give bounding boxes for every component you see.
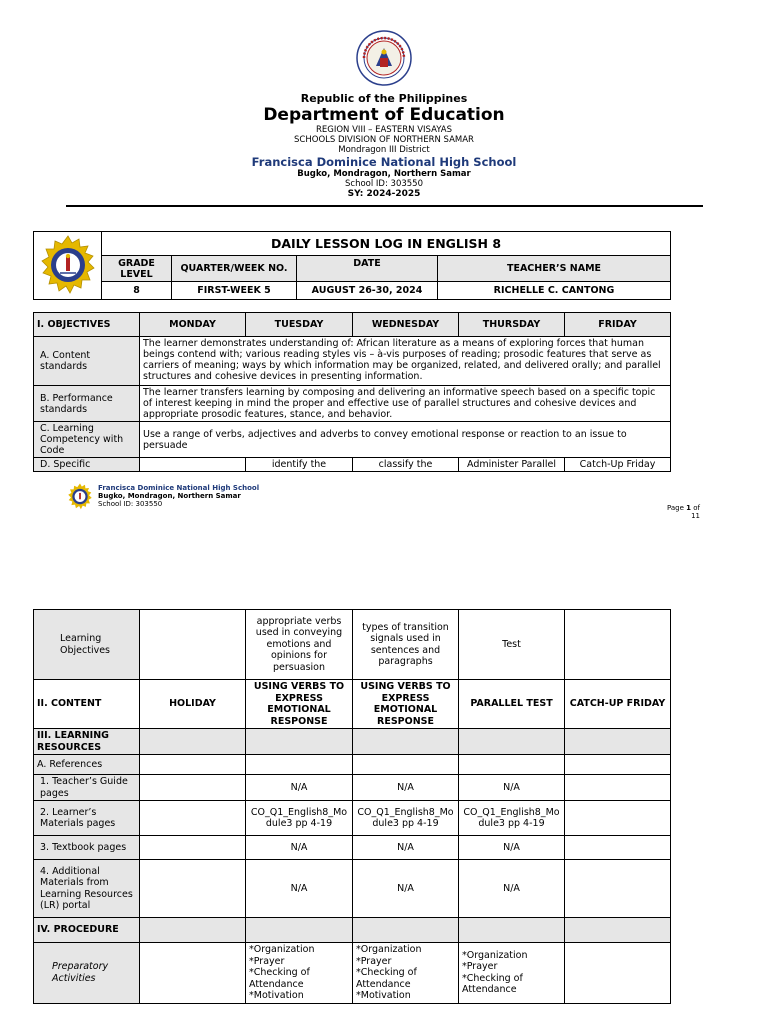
- content-standards-text: The learner demonstrates understanding of: African literature as a means of exploring forces that human beings contend with; various reading styles vis – à-vis purposes of reading; prosodic features that serve as carriers of meaning; ways by which information may be organized, related, and delivered orally; and parallel structures and cohesive devices in presenting information.: [140, 337, 671, 386]
- references-cell: [246, 755, 353, 775]
- content-thursday: PARALLEL TEST: [459, 680, 565, 729]
- content-friday: CATCH-UP FRIDAY: [565, 680, 671, 729]
- procedure-cell: [353, 918, 459, 943]
- specific-thursday: Administer Parallel: [459, 458, 565, 472]
- am-tuesday: N/A: [246, 860, 353, 918]
- tg-monday: [140, 775, 246, 801]
- prep-tuesday: *Organization *Prayer *Checking of Attendance *Motivation: [246, 943, 353, 1004]
- am-thursday: N/A: [459, 860, 565, 918]
- tb-thursday: N/A: [459, 836, 565, 860]
- region-text: REGION VIII – EASTERN VISAYAS: [316, 125, 452, 135]
- preparatory-activities-label: Preparatory Activities: [34, 943, 140, 1004]
- content-standards-label: A. Content standards: [34, 337, 140, 386]
- tg-thursday: N/A: [459, 775, 565, 801]
- content-wednesday: USING VERBS TO EXPRESS EMOTIONAL RESPONSE: [353, 680, 459, 729]
- references-cell: [565, 755, 671, 775]
- textbook-pages-label: 3. Textbook pages: [34, 836, 140, 860]
- teacher-name-label: TEACHER’S NAME: [438, 256, 671, 282]
- am-monday: [140, 860, 246, 918]
- lm-wednesday: CO_Q1_English8_Module3 pp 4-19: [353, 801, 459, 836]
- references-cell: [353, 755, 459, 775]
- deped-seal-icon: [356, 30, 412, 86]
- procedure-cell: [565, 918, 671, 943]
- school-address: Bugko, Mondragon, Northern Samar: [297, 169, 471, 179]
- content-monday: HOLIDAY: [140, 680, 246, 729]
- learning-obj-wednesday: types of transition signals used in sentences and paragraphs: [353, 610, 459, 680]
- school-logo-icon: [37, 235, 99, 297]
- date-value: AUGUST 26-30, 2024: [297, 282, 438, 300]
- school-year: SY: 2024-2025: [347, 189, 421, 199]
- day-tuesday: TUESDAY: [246, 313, 353, 337]
- prep-monday: [140, 943, 246, 1004]
- department-title: Department of Education: [263, 105, 505, 125]
- procedure-cell: [140, 918, 246, 943]
- am-wednesday: N/A: [353, 860, 459, 918]
- district-text: Mondragon III District: [338, 145, 430, 155]
- learning-obj-friday: [565, 610, 671, 680]
- learning-obj-monday: [140, 610, 246, 680]
- teachers-guide-label: 1. Teacher’s Guide pages: [34, 775, 140, 801]
- learners-materials-label: 2. Learner’s Materials pages: [34, 801, 140, 836]
- lesson-log-title: DAILY LESSON LOG IN ENGLISH 8: [102, 232, 671, 256]
- footer-school-name: Francisca Dominice National High School: [98, 484, 260, 492]
- quarter-week-value: FIRST-WEEK 5: [172, 282, 297, 300]
- procedure-label: IV. PROCEDURE: [34, 918, 140, 943]
- school-logo-cell: [34, 232, 102, 300]
- quarter-week-label: QUARTER/WEEK NO.: [172, 256, 297, 282]
- references-cell: [140, 755, 246, 775]
- specific-tuesday: identify the: [246, 458, 353, 472]
- prep-thursday: *Organization *Prayer *Checking of Attendance: [459, 943, 565, 1004]
- resources-cell: [565, 729, 671, 755]
- day-friday: FRIDAY: [565, 313, 671, 337]
- tb-tuesday: N/A: [246, 836, 353, 860]
- references-label: A. References: [34, 755, 140, 775]
- objectives-heading: I. OBJECTIVES: [34, 313, 140, 337]
- school-id: School ID: 303550: [345, 179, 423, 189]
- day-thursday: THURSDAY: [459, 313, 565, 337]
- prep-wednesday: *Organization *Prayer *Checking of Attendance *Motivation: [353, 943, 459, 1004]
- lm-friday: [565, 801, 671, 836]
- tg-friday: [565, 775, 671, 801]
- page-suffix: of: [691, 504, 700, 512]
- learning-competency-label: C. Learning Competency with Code: [34, 422, 140, 458]
- date-label: DATE: [297, 256, 438, 282]
- additional-materials-label: 4. Additional Materials from Learning Resources (LR) portal: [34, 860, 140, 918]
- lesson-log-info-table: [33, 231, 671, 300]
- tb-friday: [565, 836, 671, 860]
- prep-friday: [565, 943, 671, 1004]
- resources-cell: [459, 729, 565, 755]
- specific-monday: [140, 458, 246, 472]
- republic-text: Republic of the Philippines: [300, 92, 468, 105]
- lm-tuesday: CO_Q1_English8_Module3 pp 4-19: [246, 801, 353, 836]
- tg-tuesday: N/A: [246, 775, 353, 801]
- page-footer: [66, 483, 706, 520]
- day-wednesday: WEDNESDAY: [353, 313, 459, 337]
- footer-address: Bugko, Mondragon, Northern Samar: [98, 492, 241, 500]
- school-name: Francisca Dominice National High School: [251, 155, 517, 169]
- page-prefix: Page: [666, 504, 687, 512]
- page-number: [667, 504, 700, 520]
- content-tuesday: USING VERBS TO EXPRESS EMOTIONAL RESPONSE: [246, 680, 353, 729]
- performance-standards-label: B. Performance standards: [34, 386, 140, 422]
- learning-obj-thursday: Test: [459, 610, 565, 680]
- tg-wednesday: N/A: [353, 775, 459, 801]
- lesson-plan-table: [33, 609, 671, 1004]
- lm-monday: [140, 801, 246, 836]
- resources-cell: [353, 729, 459, 755]
- content-label: II. CONTENT: [34, 680, 140, 729]
- learning-objectives-label: Learning Objectives: [34, 610, 140, 680]
- footer-text: [98, 484, 259, 508]
- teacher-name-value: RICHELLE C. CANTONG: [438, 282, 671, 300]
- tb-wednesday: N/A: [353, 836, 459, 860]
- am-friday: [565, 860, 671, 918]
- header-divider: [66, 205, 703, 207]
- page-current: 1: [686, 504, 692, 512]
- page-total: 11: [691, 512, 700, 520]
- performance-standards-text: The learner transfers learning by composing and delivering an informative speech based on a specific topic of interest keeping in mind the proper and effective use of parallel structures and cohesive devices and appropriate prosodic features, stance, and behavior.: [140, 386, 671, 422]
- lm-thursday: CO_Q1_English8_Module3 pp 4-19: [459, 801, 565, 836]
- division-text: SCHOOLS DIVISION OF NORTHERN SAMAR: [294, 135, 474, 145]
- resources-cell: [140, 729, 246, 755]
- letterhead: [0, 30, 768, 200]
- learning-resources-label: III. LEARNING RESOURCES: [34, 729, 140, 755]
- specific-label: D. Specific: [34, 458, 140, 472]
- grade-level-label: GRADE LEVEL: [102, 256, 172, 282]
- day-monday: MONDAY: [140, 313, 246, 337]
- resources-cell: [246, 729, 353, 755]
- footer-school-id: School ID: 303550: [98, 500, 163, 508]
- learning-obj-tuesday: appropriate verbs used in conveying emotions and opinions for persuasion: [246, 610, 353, 680]
- procedure-cell: [246, 918, 353, 943]
- specific-friday: Catch-Up Friday: [565, 458, 671, 472]
- learning-competency-text: Use a range of verbs, adjectives and adverbs to convey emotional response or reaction to an issue to persuade: [140, 422, 671, 458]
- references-cell: [459, 755, 565, 775]
- grade-level-value: 8: [102, 282, 172, 300]
- procedure-cell: [459, 918, 565, 943]
- tb-monday: [140, 836, 246, 860]
- specific-wednesday: classify the: [353, 458, 459, 472]
- objectives-table: [33, 312, 671, 472]
- footer-school-logo-icon: [66, 483, 94, 511]
